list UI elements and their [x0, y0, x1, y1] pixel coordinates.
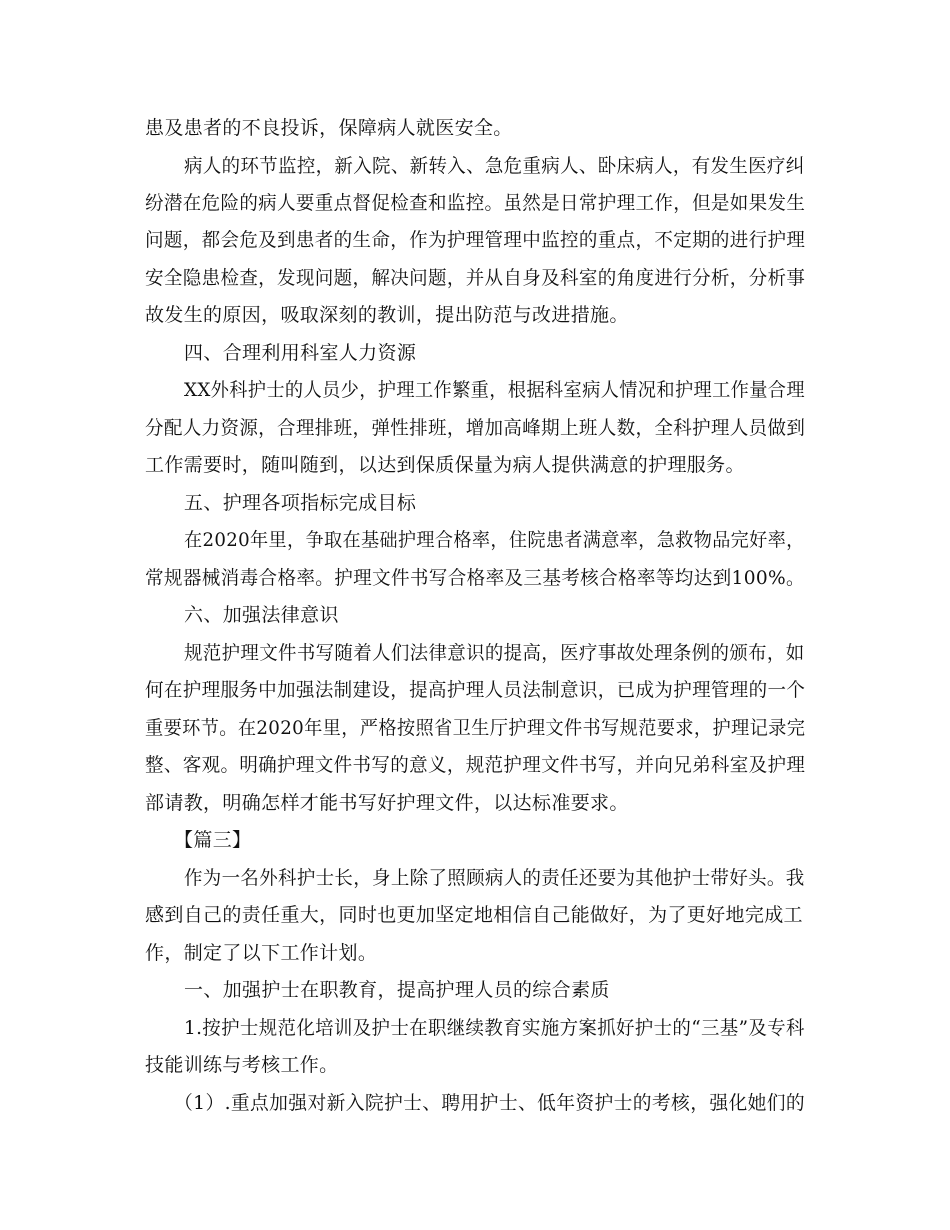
paragraph-line: 在2020年里，争取在基础护理合格率，住院患者满意率，急救物品完好率， [184, 529, 805, 551]
paragraph-line: 纷潜在危险的病人要重点督促检查和监控。虽然是日常护理工作，但是如果发生 [145, 192, 806, 214]
section-heading: 五、护理各项指标完成目标 [184, 492, 417, 514]
paragraph-line: XX外科护士的人员少，护理工作繁重，根据科室病人情况和护理工作量合理 [184, 379, 805, 401]
paragraph-line: （1）.重点加强对新入院护士、聘用护士、低年资护士的考核，强化她们的 [174, 1092, 806, 1114]
paragraph-line: 故发生的原因，吸取深刻的教训，提出防范与改进措施。 [145, 304, 629, 326]
paragraph-line: 部请教，明确怎样才能书写好护理文件，以达标准要求。 [145, 792, 629, 814]
paragraph-line: 作为一名外科护士长，身上除了照顾病人的责任还要为其他护士带好头。我 [184, 867, 805, 889]
paragraph-line: 患及患者的不良投诉，保障病人就医安全。 [145, 117, 513, 139]
paragraph-line: 病人的环节监控，新入院、新转入、急危重病人、卧床病人，有发生医疗纠 [184, 155, 805, 177]
part-heading: 【篇三】 [174, 829, 252, 851]
paragraph-line: 问题，都会危及到患者的生命，作为护理管理中监控的重点，不定期的进行护理 [145, 229, 806, 251]
paragraph-line: 1.按护士规范化培训及护士在职继续教育实施方案抓好护士的“三基”及专科 [184, 1017, 805, 1039]
paragraph-line: 分配人力资源，合理排班，弹性排班，增加高峰期上班人数，全科护理人员做到 [145, 417, 806, 439]
paragraph-line: 工作需要时，随叫随到，以达到保质保量为病人提供满意的护理服务。 [145, 454, 745, 476]
section-heading: 一、加强护士在职教育，提高护理人员的综合素质 [184, 979, 610, 1001]
paragraph-line: 感到自己的责任重大，同时也更加坚定地相信自己能做好，为了更好地完成工 [145, 904, 803, 926]
paragraph-line: 重要环节。在2020年里，严格按照省卫生厅护理文件书写规范要求，护理记录完 [145, 717, 806, 739]
section-heading: 四、合理利用科室人力资源 [184, 342, 417, 364]
paragraph-line: 安全隐患检查，发现问题，解决问题，并从自身及科室的角度进行分析，分析事 [145, 267, 806, 289]
paragraph-line: 整、客观。明确护理文件书写的意义，规范护理文件书写，并向兄弟科室及护理 [145, 754, 806, 776]
section-heading: 六、加强法律意识 [184, 604, 339, 626]
paragraph-line: 技能训练与考核工作。 [145, 1054, 339, 1076]
paragraph-line: 规范护理文件书写随着人们法律意识的提高，医疗事故处理条例的颁布，如 [184, 642, 805, 664]
paragraph-line: 何在护理服务中加强法制建设，提高护理人员法制意识，已成为护理管理的一个 [145, 679, 806, 701]
paragraph-line: 作，制定了以下工作计划。 [145, 942, 378, 964]
paragraph-line: 常规器械消毒合格率。护理文件书写合格率及三基考核合格率等均达到100%。 [145, 567, 805, 589]
